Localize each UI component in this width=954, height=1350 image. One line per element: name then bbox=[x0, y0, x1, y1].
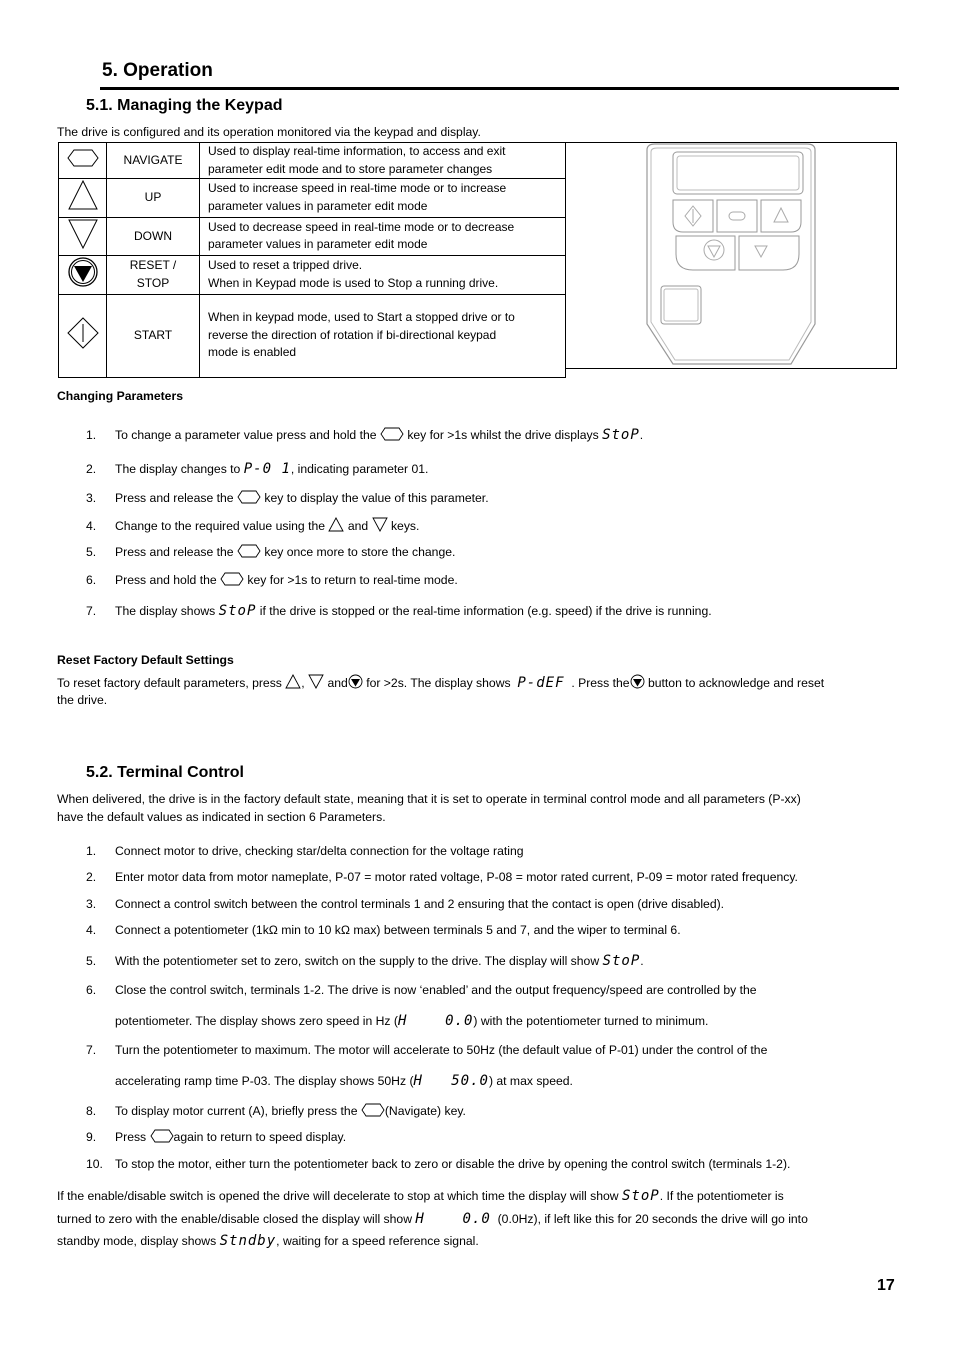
list-item: 5. Press and release the key once more to store the change. bbox=[86, 545, 456, 559]
down-key-icon bbox=[372, 517, 388, 532]
closing-line-2: turned to zero with the enable/disable closed the display will show H 0.0 (0.0Hz), if left like this for 20 seconds the drive will go into bbox=[57, 1211, 808, 1227]
key-description: Used to display real-time information, to access and exit parameter edit mode and to store parameter changes bbox=[200, 143, 566, 179]
reset-stop-key-icon bbox=[59, 256, 107, 295]
navigate-key-icon bbox=[237, 544, 261, 558]
key-name: START bbox=[107, 294, 200, 377]
list-item-cont: potentiometer. The display shows zero speed in Hz (H 0.0) with the potentiometer turned to minimum. bbox=[115, 1013, 709, 1029]
closing-line-3: standby mode, display shows Stndby, waiting for a speed reference signal. bbox=[57, 1233, 479, 1249]
key-name: UP bbox=[107, 179, 200, 218]
list-item: 4. Connect a potentiometer (1kΩ min to 10 kΩ max) between terminals 5 and 7, and the wiper to terminal 6. bbox=[86, 923, 681, 937]
section-title-keypad: 5.1. Managing the Keypad bbox=[86, 97, 283, 114]
navigate-key-icon bbox=[361, 1103, 385, 1117]
up-key-icon bbox=[285, 674, 301, 689]
list-item: 6. Press and hold the key for >1s to return to real-time mode. bbox=[86, 573, 458, 587]
key-description: Used to increase speed in real-time mode or to increase parameter values in parameter edit mode bbox=[200, 179, 566, 218]
navigate-key-icon bbox=[380, 427, 404, 441]
list-item: 6. Close the control switch, terminals 1-2. The drive is now ‘enabled’ and the output frequency/speed are controlled by the bbox=[86, 983, 757, 997]
page-number: 17 bbox=[877, 1277, 895, 1294]
reset-defaults-text: To reset factory default parameters, press , and for >2s. The display shows P-dEF . Press the button to acknowledge and reset bbox=[57, 675, 825, 691]
list-item: 4. Change to the required value using the and keys. bbox=[86, 519, 420, 533]
list-item: 8. To display motor current (A), briefly press the (Navigate) key. bbox=[86, 1104, 466, 1118]
table-row bbox=[59, 256, 566, 295]
down-key-icon bbox=[308, 674, 324, 689]
keypad-illustration bbox=[643, 142, 823, 370]
list-item: 3. Press and release the key to display the value of this parameter. bbox=[86, 491, 489, 505]
table-row bbox=[59, 143, 566, 179]
key-description: Used to reset a tripped drive. When in Keypad mode is used to Stop a running drive. bbox=[200, 256, 566, 295]
navigate-key-icon bbox=[59, 143, 107, 179]
navigate-key-icon bbox=[220, 572, 244, 586]
key-description: Used to decrease speed in real-time mode or to decrease parameter values in parameter edit mode bbox=[200, 217, 566, 256]
list-item: 2. The display changes to P-0 1, indicating parameter 01. bbox=[86, 461, 429, 477]
key-name: DOWN bbox=[107, 217, 200, 256]
key-name: NAVIGATE bbox=[107, 143, 200, 179]
list-item: 1. Connect motor to drive, checking star/delta connection for the voltage rating bbox=[86, 844, 524, 858]
keypad-intro: The drive is configured and its operation monitored via the keypad and display. bbox=[57, 125, 481, 139]
key-description: When in keypad mode, used to Start a stopped drive or to reverse the direction of rotation if bi-directional keypad mode is enabled bbox=[200, 294, 566, 377]
navigate-key-icon bbox=[237, 490, 261, 504]
list-item: 1. To change a parameter value press and hold the key for >1s whilst the drive displays StoP. bbox=[86, 427, 644, 443]
list-item: 5. With the potentiometer set to zero, switch on the supply to the drive. The display will show StoP. bbox=[86, 953, 644, 969]
reset-defaults-text-cont: the drive. bbox=[57, 693, 108, 707]
table-row bbox=[59, 217, 566, 256]
keypad-illustration-frame bbox=[565, 142, 897, 369]
list-item: 3. Connect a control switch between the control terminals 1 and 2 ensuring that the contact is open (drive disabled). bbox=[86, 897, 725, 911]
table-row bbox=[59, 294, 566, 377]
list-item: 10. To stop the motor, either turn the potentiometer back to zero or disable the drive by opening the control switch (terminals 1-2). bbox=[86, 1157, 791, 1171]
list-item: 7. The display shows StoP if the drive is stopped or the real-time information (e.g. speed) if the drive is running. bbox=[86, 603, 712, 619]
list-item: 9. Press again to return to speed display. bbox=[86, 1130, 347, 1144]
reset-defaults-title: Reset Factory Default Settings bbox=[57, 653, 234, 667]
table-row bbox=[59, 179, 566, 218]
start-key-icon bbox=[59, 294, 107, 377]
changing-parameters-title: Changing Parameters bbox=[57, 389, 183, 403]
list-item: 2. Enter motor data from motor nameplate, P-07 = motor rated voltage, P-08 = motor rated current, P-09 = motor rated frequency. bbox=[86, 870, 798, 884]
reset-stop-key-icon bbox=[630, 674, 645, 689]
keypad-table bbox=[58, 142, 566, 378]
list-item: 7. Turn the potentiometer to maximum. The motor will accelerate to 50Hz (the default value of P-01) under the control of the bbox=[86, 1043, 768, 1057]
up-key-icon bbox=[59, 179, 107, 218]
reset-stop-key-icon bbox=[348, 674, 363, 689]
navigate-key-icon bbox=[150, 1129, 174, 1143]
list-item-cont: accelerating ramp time P-03. The display shows 50Hz (H 50.0) at max speed. bbox=[115, 1073, 573, 1089]
up-key-icon bbox=[328, 517, 344, 532]
key-name: RESET / STOP bbox=[107, 256, 200, 295]
terminal-intro: When delivered, the drive is in the factory default state, meaning that it is set to operate in terminal control mode and all parameters (P-xx) have the default values as indicated in section 6 Parameters. bbox=[57, 792, 801, 824]
chapter-heading: 5. Operation bbox=[102, 60, 213, 81]
down-key-icon bbox=[59, 217, 107, 256]
section-title-terminal: 5.2. Terminal Control bbox=[86, 764, 244, 781]
closing-line-1: If the enable/disable switch is opened the drive will decelerate to stop at which time the display will show StoP. If the potentiometer is bbox=[57, 1188, 784, 1204]
heading-rule bbox=[100, 87, 899, 90]
